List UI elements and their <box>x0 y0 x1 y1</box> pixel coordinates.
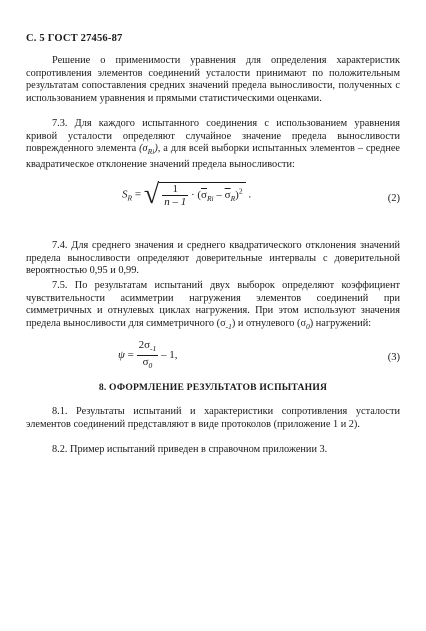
paragraph-text: , а для всей выборки испытанных элементов – среднее квадратическое отклонение значений предела выносливости: <box>26 143 401 170</box>
paragraph-8-1 <box>26 406 400 431</box>
symbol-text: (σ <box>297 317 307 329</box>
paragraph-text: 7.4. Для среднего значения и среднего квадратического отклонения значений предела выносливости определяют доверительные интервалы с доверительной вероятностью 0,95 и 0,99. <box>26 240 400 277</box>
den-sub: 0 <box>148 361 153 370</box>
page-header: С. 5 ГОСТ 27456-87 <box>26 33 123 44</box>
eq-sigma-r: $\overline{\sigma}$ <box>224 189 231 202</box>
paragraph-7-5 <box>26 280 400 333</box>
equation-3 <box>118 339 178 372</box>
equation-2-label: (2) <box>387 193 400 204</box>
symbol-close: ) <box>309 317 314 329</box>
num-sub: -1 <box>150 344 157 353</box>
paragraph-text: 8.2. Пример испытаний приведен в справочном приложении 3. <box>52 444 328 455</box>
paragraph-text: нагружений: <box>313 317 372 329</box>
eq-sigma-r-sub: R <box>230 194 236 204</box>
eq-psi: ψ <box>118 349 125 362</box>
eq-power: 2 <box>238 186 243 196</box>
fraction-denominator: n – 1 <box>164 196 187 208</box>
symbol-subscript: 0 <box>306 321 310 331</box>
fraction-numerator <box>137 339 159 356</box>
equation-3-label: (3) <box>387 352 400 363</box>
paragraph-text: 7.3. Для каждого испытанного соединения с использованием уравнения кривой усталости определяют случайное значение предела выносливости поврежденного элемента <box>26 118 400 155</box>
symbol-text: (σ <box>216 317 226 329</box>
sqrt-body <box>159 182 245 208</box>
section-heading-8: 8. ОФОРМЛЕНИЕ РЕЗУЛЬТАТОВ ИСПЫТАНИЯ <box>98 382 328 393</box>
eq-lhs: S <box>122 188 128 201</box>
fraction-numerator: 1 <box>162 183 188 196</box>
symbol-sigma-0 <box>297 318 313 329</box>
num-text: 2σ <box>138 339 150 351</box>
equation-2 <box>122 181 251 209</box>
eq-rest: – 1, <box>161 349 178 362</box>
eq-sigma-ri-sub: Ri <box>206 194 214 204</box>
symbol-close: ) <box>154 143 158 155</box>
paragraph-7-4 <box>26 240 400 278</box>
paragraph-7-2-conclusion <box>26 55 400 105</box>
paragraph-7-3 <box>26 118 400 171</box>
symbol-close: ) <box>231 317 236 329</box>
eq-dot: · <box>190 189 195 202</box>
sqrt <box>144 181 246 209</box>
symbol-sigma-ri <box>139 143 158 157</box>
fraction <box>137 339 159 372</box>
symbol-subscript: -1 <box>225 321 232 331</box>
paragraph-8-2 <box>26 444 400 457</box>
paragraph-text: и отнулевого <box>235 317 295 329</box>
sqrt-sign: √ <box>143 179 160 210</box>
eq-period: . <box>248 188 252 201</box>
paragraph-text: 8.1. Результаты испытаний и характеристики сопротивления усталости элементов соединений представляют в виде протоколов (приложение 1 и 2). <box>26 406 400 430</box>
paragraph-text: Решение о применимости уравнения для определения характеристик сопротивления элементов соединений усталости принимают по положительным результатам сопоставления средних значений предела выносливости, полученных с использованием уравнения и прямыми статистическими оценками. <box>26 55 400 104</box>
eq-equals: = <box>127 349 134 362</box>
symbol-text: (σ <box>139 143 148 155</box>
eq-sigma-ri: $\overline{\sigma}$ <box>201 189 207 202</box>
symbol-sigma-minus-1 <box>217 318 236 329</box>
paragraph-text: 7.5. По результатам испытаний двух выборок определяют коэффициент чувствительности асимметрии нагружения элементов соединений при симметричных и отнулевых циклах нагружения. При этом используют значения предела выносливости для симметричного <box>26 280 400 329</box>
eq-equals: = <box>134 188 142 201</box>
fraction <box>162 183 188 208</box>
eq-close-paren: ) <box>235 189 239 202</box>
eq-open-paren: ( <box>197 189 202 202</box>
fraction-denominator <box>137 356 159 372</box>
eq-lhs-sub: R <box>127 193 133 203</box>
symbol-subscript: Ri <box>147 147 155 157</box>
den-text: $\overline{\sigma}$ <box>142 356 149 368</box>
eq-minus: – <box>216 189 222 202</box>
